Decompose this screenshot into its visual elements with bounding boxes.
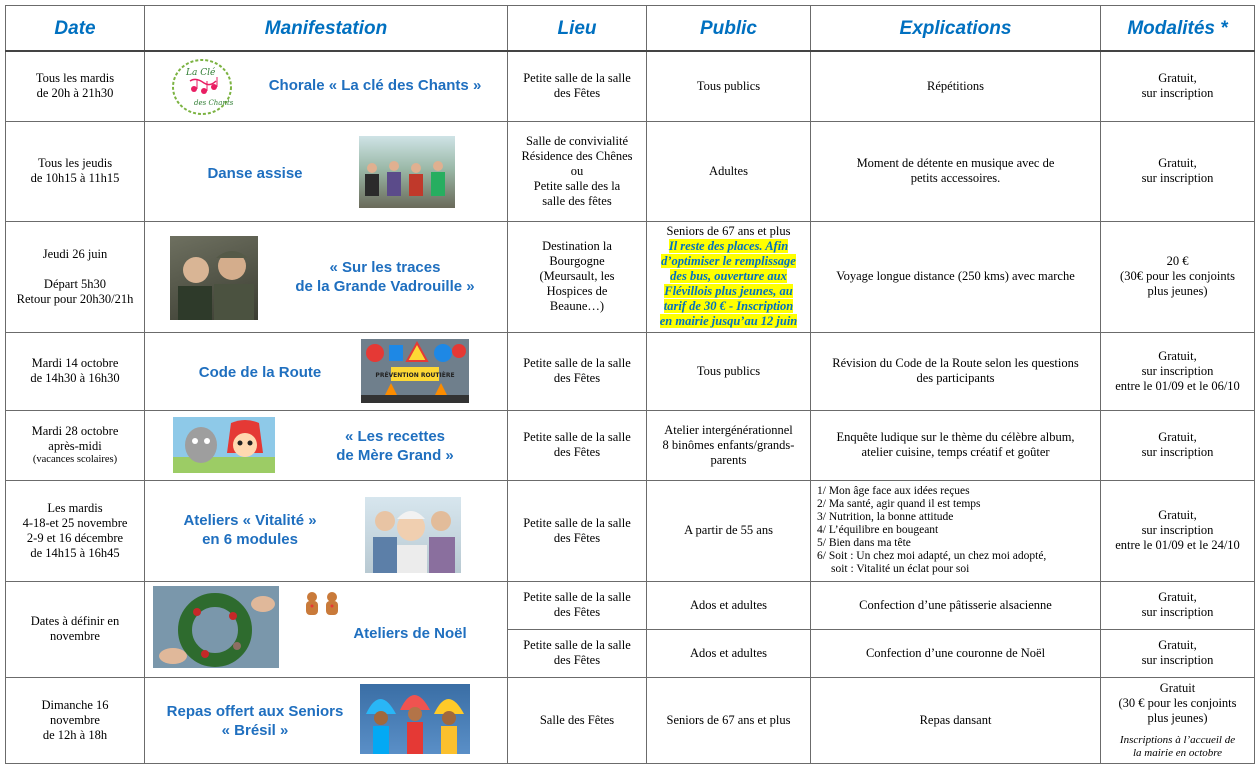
manifestation-cell — [145, 480, 508, 581]
christmas-wreath-photo — [153, 586, 279, 668]
header-explications: Explications — [811, 6, 1101, 52]
table-row — [6, 51, 1255, 121]
event-title: « Sur les traces de la Grande Vadrouille » — [295, 258, 475, 295]
public-cell: Atelier intergénérationnel 8 binômes enfants/grands- parents — [647, 410, 811, 480]
public-cell: Ados et adultes — [647, 629, 811, 677]
explications-cell: 1/ Mon âge face aux idées reçues 2/ Ma santé, agir quand il est temps 3/ Nutrition, la bonne attitude 4/ L’équilibre en bougeant 5/ Bien dans ma tête 6/ Soit : Un chez moi adapté, un chez moi adopté, soit : Vitalité un éclat pour soi — [811, 480, 1101, 581]
modalites-cell: Gratuit, sur inscription — [1101, 121, 1255, 221]
event-title: Chorale « La clé des Chants » — [268, 77, 482, 94]
event-title: Ateliers de Noël — [353, 624, 467, 642]
header-manifestation: Manifestation — [145, 6, 508, 52]
date-cell: Tous les mardis de 20h à 21h30 — [6, 51, 145, 121]
header-lieu: Lieu — [508, 6, 647, 52]
gingerbread-icon — [300, 590, 346, 618]
lieu-cell: Petite salle de la salle des Fêtes — [508, 581, 647, 629]
date-cell: Tous les jeudis de 10h15 à 11h15 — [6, 121, 145, 221]
public-cell: Tous publics — [647, 51, 811, 121]
event-title: Code de la Route — [198, 363, 322, 381]
public-cell: Seniors de 67 ans et plus Il reste des places. Afin d’optimiser le remplissage des bus, ouverture aux Flévillois plus jeunes, au tarif de 30 € - Inscription en mairie jusqu’au 12 juin — [647, 221, 811, 332]
modalites-cell: Gratuit, sur inscription — [1101, 51, 1255, 121]
vadrouille-photo — [170, 236, 258, 320]
table-row — [6, 480, 1255, 581]
public-cell: A partir de 55 ans — [647, 480, 811, 581]
table-row — [6, 581, 1255, 629]
manifestation-cell — [145, 677, 508, 763]
lieu-cell: Petite salle de la salle des Fêtes — [508, 480, 647, 581]
programme-table — [5, 5, 1255, 764]
manifestation-cell — [145, 332, 508, 410]
table-row — [6, 677, 1255, 763]
modalites-cell: Gratuit, sur inscription — [1101, 629, 1255, 677]
modalites-cell: Gratuit (30 € pour les conjoints plus jeunes) Inscriptions à l’accueil de la mairie en octobre — [1101, 677, 1255, 763]
public-cell: Adultes — [647, 121, 811, 221]
manifestation-cell — [145, 581, 508, 677]
explications-cell: Révision du Code de la Route selon les questions des participants — [811, 332, 1101, 410]
explications-cell: Repas dansant — [811, 677, 1101, 763]
date-cell: Jeudi 26 juin Départ 5h30 Retour pour 20h30/21h — [6, 221, 145, 332]
modalites-cell: Gratuit, sur inscription entre le 01/09 et le 24/10 — [1101, 480, 1255, 581]
table-row — [6, 121, 1255, 221]
manifestation-cell — [145, 121, 508, 221]
header-modalites: Modalités * — [1101, 6, 1255, 52]
date-cell: Dimanche 16 novembre de 12h à 18h — [6, 677, 145, 763]
manifestation-cell — [145, 410, 508, 480]
seniors-photo — [365, 497, 461, 573]
modalites-cell: 20 € (30€ pour les conjoints plus jeunes) — [1101, 221, 1255, 332]
event-title: Repas offert aux Seniors « Brésil » — [166, 702, 344, 739]
programme-table-page — [5, 5, 1256, 765]
table-row — [6, 410, 1255, 480]
lieu-cell: Salle des Fêtes — [508, 677, 647, 763]
mere-grand-illustration — [173, 417, 275, 473]
road-signs-image — [361, 339, 469, 403]
lieu-cell: Destination la Bourgogne (Meursault, les Hospices de Beaune…) — [508, 221, 647, 332]
header-date: Date — [6, 6, 145, 52]
explications-cell: Répétitions — [811, 51, 1101, 121]
explications-cell: Enquête ludique sur le thème du célèbre album, atelier cuisine, temps créatif et goûter — [811, 410, 1101, 480]
lieu-cell: Petite salle de la salle des Fêtes — [508, 332, 647, 410]
manifestation-cell — [145, 51, 508, 121]
table-row — [6, 221, 1255, 332]
danse-assise-photo — [359, 136, 455, 208]
modalites-cell: Gratuit, sur inscription — [1101, 581, 1255, 629]
lieu-cell: Petite salle de la salle des Fêtes — [508, 51, 647, 121]
public-note-highlight: Il reste des places. Afin d’optimiser le remplissage des bus, ouverture aux Flévillois plus jeunes, au tarif de 30 € - Inscription en mairie jusqu’au 12 juin — [659, 239, 798, 328]
table-row — [6, 332, 1255, 410]
modalites-cell: Gratuit, sur inscription entre le 01/09 et le 06/10 — [1101, 332, 1255, 410]
chorale-logo-image — [170, 57, 234, 117]
header-row — [6, 6, 1255, 52]
event-title: Ateliers « Vitalité » en 6 modules — [183, 511, 317, 548]
svg-text:PRÉVENTION ROUTIÈRE: PRÉVENTION ROUTIÈRE — [375, 371, 455, 379]
date-cell: Mardi 14 octobre de 14h30 à 16h30 — [6, 332, 145, 410]
public-cell: Seniors de 67 ans et plus — [647, 677, 811, 763]
modalites-cell: Gratuit, sur inscription — [1101, 410, 1255, 480]
explications-cell: Voyage longue distance (250 kms) avec marche — [811, 221, 1101, 332]
svg-text:des Chants: des Chants — [194, 99, 234, 107]
lieu-cell: Petite salle de la salle des Fêtes — [508, 410, 647, 480]
date-cell: Mardi 28 octobre après-midi (vacances scolaires) — [6, 410, 145, 480]
event-title: « Les recettes de Mère Grand » — [336, 427, 454, 464]
event-title: Danse assise — [207, 164, 303, 182]
explications-cell: Moment de détente en musique avec de petits accessoires. — [811, 121, 1101, 221]
date-cell: Les mardis 4-18-et 25 novembre 2-9 et 16 décembre de 14h15 à 16h45 — [6, 480, 145, 581]
svg-text:La Clé: La Clé — [186, 68, 216, 78]
explications-cell: Confection d’une couronne de Noël — [811, 629, 1101, 677]
manifestation-cell — [145, 221, 508, 332]
lieu-cell: Petite salle de la salle des Fêtes — [508, 629, 647, 677]
date-cell: Dates à définir en novembre — [6, 581, 145, 677]
lieu-cell: Salle de convivialité Résidence des Chênes ou Petite salle des la salle des fêtes — [508, 121, 647, 221]
explications-cell: Confection d’une pâtisserie alsacienne — [811, 581, 1101, 629]
public-cell: Tous publics — [647, 332, 811, 410]
public-cell: Ados et adultes — [647, 581, 811, 629]
bresil-dancers-photo — [360, 684, 470, 754]
header-public: Public — [647, 6, 811, 52]
